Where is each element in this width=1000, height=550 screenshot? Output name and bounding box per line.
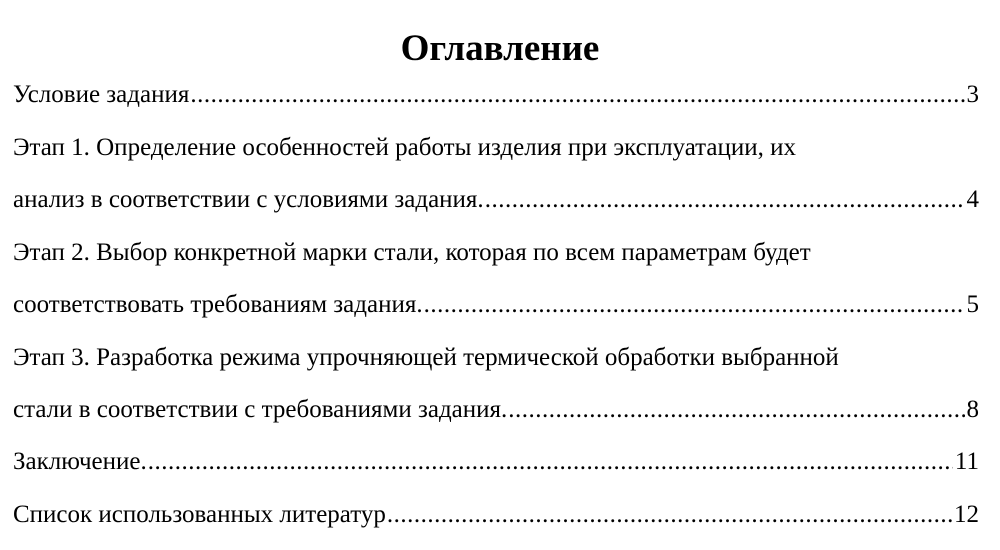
toc-entry-stage-2[interactable] xyxy=(13,238,979,320)
toc-entry-text: Условие задания xyxy=(13,81,190,108)
toc-entry-text-line-1: Этап 2. Выбор конкретной марки стали, которая по всем параметрам будет xyxy=(13,239,811,266)
toc-page-number: 8 xyxy=(966,396,979,423)
toc-entry-stage-3[interactable] xyxy=(13,343,979,425)
toc-entry-line xyxy=(13,500,979,530)
toc-entry-text: соответствовать требованиям задания. xyxy=(13,291,423,318)
toc-entry-text: Список использованных литератур xyxy=(13,501,386,528)
toc-entry-text-line-1: Этап 3. Разработка режима упрочняющей термической обработки выбранной xyxy=(13,344,839,371)
toc-entry-line xyxy=(13,290,979,320)
dot-leader xyxy=(387,500,952,530)
toc-entry-line xyxy=(13,395,979,425)
toc-entry-line xyxy=(13,447,979,477)
toc-title: Оглавление xyxy=(400,28,600,69)
dot-leader xyxy=(424,290,965,320)
toc-entry-stage-1[interactable] xyxy=(13,133,979,215)
toc-page-number: 4 xyxy=(966,186,979,213)
toc-page-number: 5 xyxy=(966,291,979,318)
toc-entry-line xyxy=(13,80,979,110)
toc-entry-line xyxy=(13,185,979,215)
toc-entry-text: анализ в соответствии с условиями задания. xyxy=(13,186,484,213)
toc-entry-conclusion[interactable] xyxy=(13,447,979,477)
toc-entry-text-line-1: Этап 1. Определение особенностей работы изделия при эксплуатации, их xyxy=(13,134,797,161)
toc-page-number: 11 xyxy=(954,448,979,475)
toc-entry-references[interactable] xyxy=(13,500,979,530)
dot-leader xyxy=(148,447,953,477)
toc-entry-text: Заключение. xyxy=(13,448,147,475)
dot-leader xyxy=(485,185,965,215)
toc-entry-condition[interactable] xyxy=(13,80,979,110)
toc-page-number: 3 xyxy=(966,81,979,108)
toc-page-number: 12 xyxy=(954,501,979,528)
dot-leader xyxy=(508,395,964,425)
toc-entry-text: стали в соответствии с требованиями задания. xyxy=(13,396,508,423)
dot-leader xyxy=(190,80,964,110)
